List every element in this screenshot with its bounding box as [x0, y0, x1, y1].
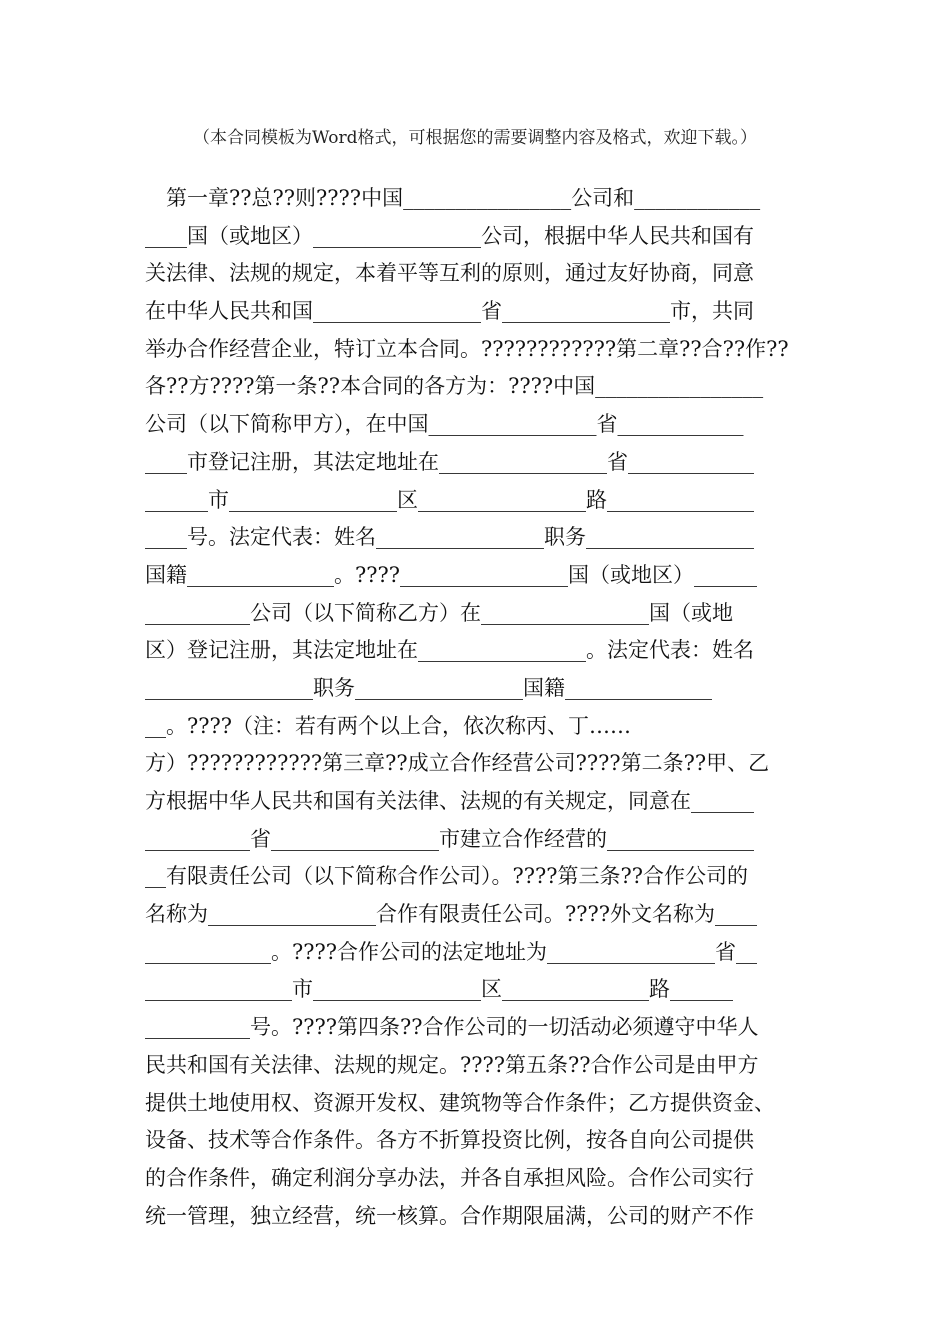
body-line: 在中华人民共和国________________省________________市，共同 — [145, 299, 754, 324]
body-line: ____________。????合作公司的法定地址为________________省__ — [145, 939, 758, 964]
body-line: 设备、技术等合作条件。各方不折算投资比例，按各自向公司提供 — [145, 1128, 754, 1153]
body-line: ____市登记注册，其法定地址在________________省____________ — [145, 449, 754, 474]
body-line: 区）登记注册，其法定地址在________________。法定代表：姓名 — [145, 638, 754, 663]
contract-body — [145, 180, 825, 1235]
body-line: 国籍______________。????________________国（或地区）______ — [145, 562, 758, 587]
body-line: ______________市________________区______________路______ — [145, 977, 733, 1002]
body-line: __________省________________市建立合作经营的______________ — [145, 826, 754, 851]
body-line: 方）????????????第三章??成立合作经营公司????第二条??甲、乙 — [145, 751, 770, 776]
template-note: （本合同模板为Word格式，可根据您的需要调整内容及格式，欢迎下载。） — [192, 128, 758, 148]
body-line: ____号。法定代表：姓名________________职务________________ — [145, 525, 754, 550]
body-line: ____国（或地区）________________公司，根据中华人民共和国有 — [145, 223, 754, 248]
body-line: __有限责任公司（以下简称合作公司）。????第三条??合作公司的 — [145, 864, 749, 889]
body-line: 举办合作经营企业，特订立本合同。????????????第二章??合??作?? — [145, 336, 789, 361]
body-line: __________公司（以下简称乙方）在________________国（或地 — [145, 600, 733, 625]
body-line: __________号。????第四条??合作公司的一切活动必须遵守中华人 — [145, 1015, 759, 1040]
body-line: 民共和国有关法律、法规的规定。????第五条??合作公司是由甲方 — [145, 1052, 759, 1077]
body-line: 统一管理，独立经营，统一核算。合作期限届满，公司的财产不作 — [145, 1203, 754, 1228]
body-line: 关法律、法规的规定，本着平等互利的原则，通过友好协商，同意 — [145, 261, 754, 286]
body-line: 各??方????第一条??本合同的各方为：????中国________________ — [145, 374, 764, 399]
body-line: 公司（以下简称甲方），在中国________________省____________ — [145, 412, 744, 437]
body-line: ______市________________区________________路______________ — [145, 487, 754, 512]
body-line: 第一章??总??则????中国________________公司和____________ — [145, 186, 761, 210]
body-line: 的合作条件，确定利润分享办法，并各自承担风险。合作公司实行 — [145, 1165, 754, 1190]
body-line: 提供土地使用权、资源开发权、建筑物等合作条件；乙方提供资金、 — [145, 1090, 775, 1115]
body-line: __。????（注：若有两个以上合，依次称丙、丁…… — [145, 713, 632, 738]
body-line: ________________职务________________国籍______________ — [145, 675, 712, 700]
body-line: 方根据中华人民共和国有关法律、法规的有关规定，同意在______ — [145, 789, 754, 813]
body-line: 名称为________________合作有限责任公司。????外文名称为____ — [145, 902, 758, 927]
